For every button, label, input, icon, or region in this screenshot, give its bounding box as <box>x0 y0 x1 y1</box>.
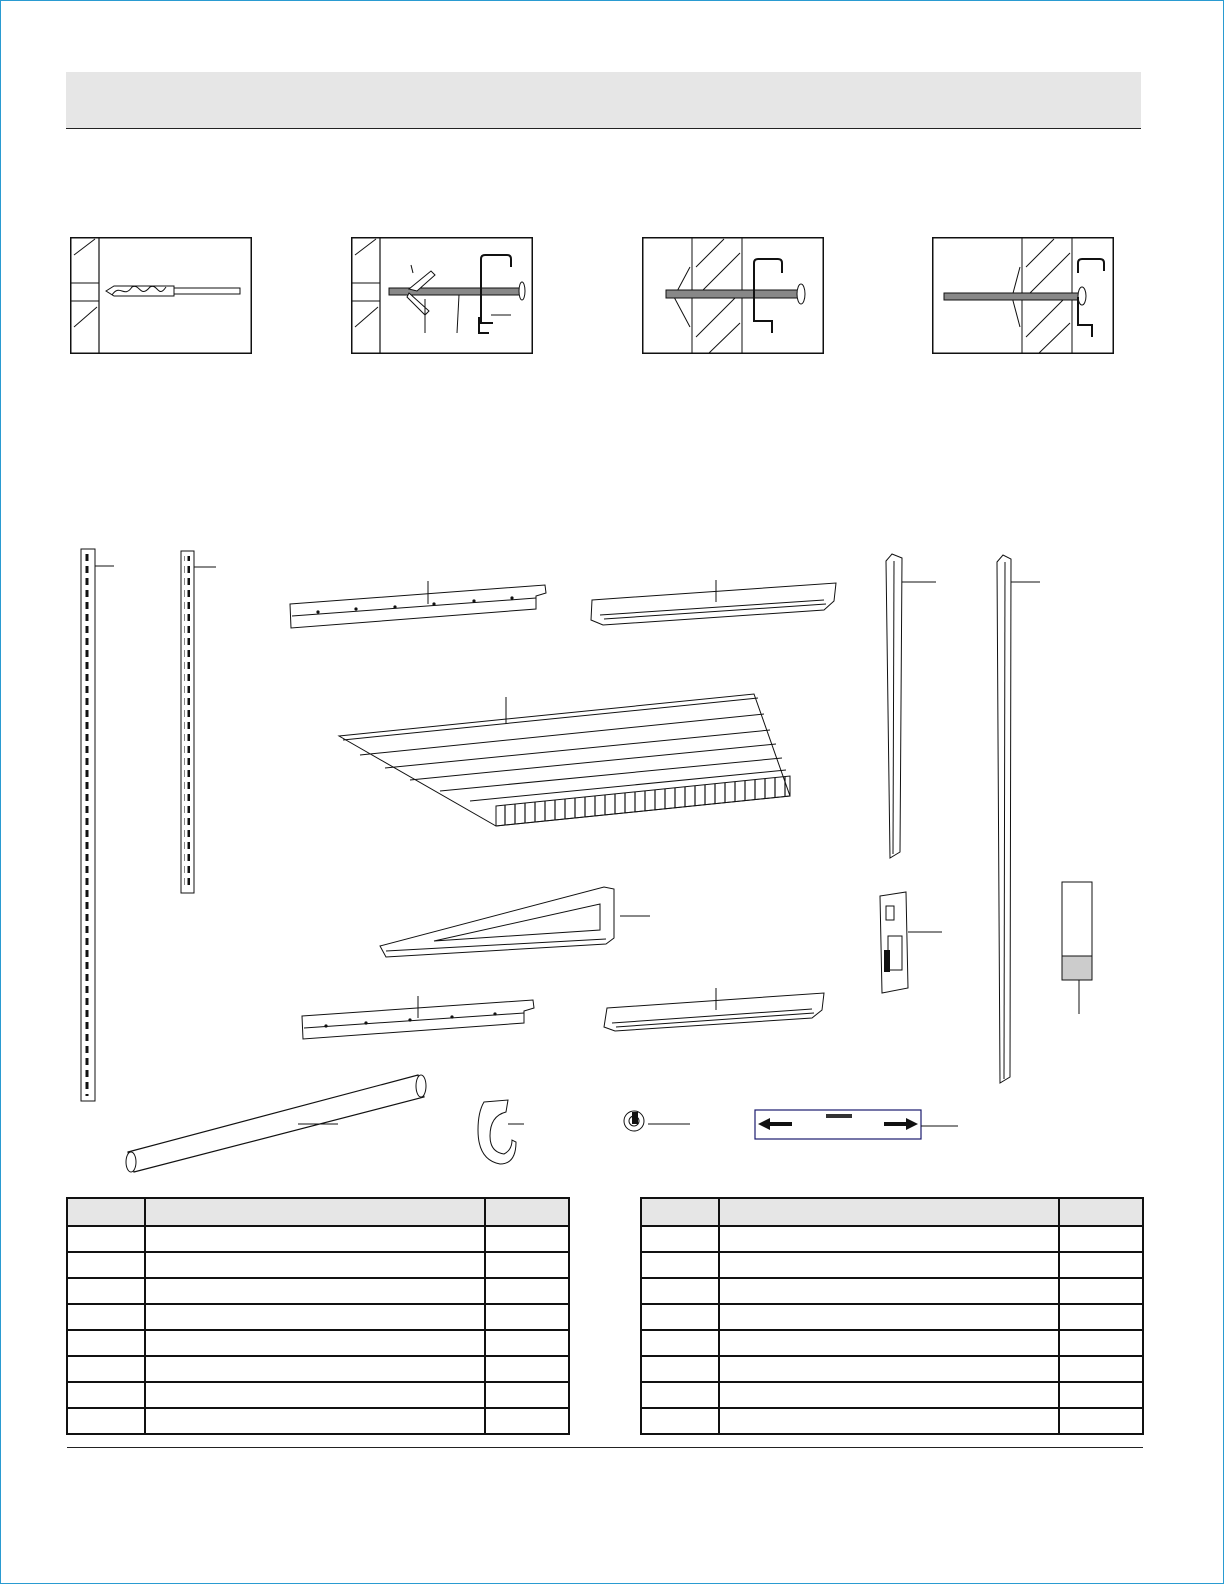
step-2-anchor-assembly-illustration <box>351 237 533 354</box>
toggle-anchor-tightened-icon <box>932 237 1114 354</box>
table-cell <box>485 1304 569 1330</box>
table-cell <box>719 1252 1058 1278</box>
table-cell <box>719 1356 1058 1382</box>
table-cell <box>67 1304 145 1330</box>
table-cell <box>485 1252 569 1278</box>
table-cell <box>485 1408 569 1434</box>
cutting-guide-label-icon <box>755 1110 958 1139</box>
table-row <box>67 1356 569 1382</box>
bottom-divider <box>67 1447 1143 1448</box>
table-cell <box>1059 1252 1143 1278</box>
toggle-anchor-inserted-icon <box>642 237 824 354</box>
track-channel-upper-icon <box>591 580 836 625</box>
table-cell <box>485 1356 569 1382</box>
table-row <box>641 1356 1143 1382</box>
table-cell <box>145 1304 484 1330</box>
clip-connector-icon <box>880 892 942 993</box>
track-channel-lower-icon <box>604 988 824 1031</box>
parts-table-right <box>640 1197 1144 1435</box>
table-cell <box>719 1304 1058 1330</box>
table-cell <box>145 1252 484 1278</box>
table-cell <box>719 1408 1058 1434</box>
long-vertical-channel-icon <box>997 555 1040 1083</box>
table-row <box>641 1304 1143 1330</box>
table-cell <box>641 1226 719 1252</box>
table-row <box>641 1226 1143 1252</box>
wire-shelf-icon <box>339 694 790 826</box>
table-cell <box>641 1330 719 1356</box>
short-vertical-channel-icon <box>886 554 936 858</box>
drill-bit-icon <box>70 237 252 354</box>
table-cell <box>145 1330 484 1356</box>
parts-illustrations <box>0 540 1224 1180</box>
table-header-cell <box>719 1198 1058 1226</box>
table-row <box>67 1226 569 1252</box>
table-header-cell <box>67 1198 145 1226</box>
table-cell <box>1059 1382 1143 1408</box>
table-row <box>67 1252 569 1278</box>
table-row <box>641 1278 1143 1304</box>
table-header-row <box>641 1198 1143 1226</box>
table-row <box>67 1330 569 1356</box>
shelf-bracket-icon <box>380 887 650 957</box>
table-cell <box>641 1356 719 1382</box>
table-cell <box>1059 1226 1143 1252</box>
table-cell <box>67 1226 145 1252</box>
table-cell <box>719 1330 1058 1356</box>
header-band <box>66 72 1141 129</box>
table-cell <box>67 1330 145 1356</box>
table-row <box>641 1252 1143 1278</box>
table-header-cell <box>1059 1198 1143 1226</box>
step-4-anchor-tightened-illustration <box>932 237 1114 354</box>
table-cell <box>145 1226 484 1252</box>
table-cell <box>719 1278 1058 1304</box>
table-row <box>67 1382 569 1408</box>
table-row <box>641 1330 1143 1356</box>
table-header-cell <box>485 1198 569 1226</box>
table-cell <box>485 1226 569 1252</box>
table-cell <box>485 1382 569 1408</box>
table-cell <box>67 1382 145 1408</box>
table-cell <box>67 1252 145 1278</box>
table-cell <box>67 1408 145 1434</box>
table-cell <box>641 1382 719 1408</box>
table-cell <box>145 1408 484 1434</box>
wall-anchor-icon <box>624 1111 690 1131</box>
table-cell <box>485 1278 569 1304</box>
table-cell <box>145 1278 484 1304</box>
table-row <box>641 1408 1143 1434</box>
table-cell <box>1059 1330 1143 1356</box>
short-hang-standard-icon <box>181 551 216 893</box>
table-header-cell <box>641 1198 719 1226</box>
table-cell <box>67 1278 145 1304</box>
toggle-anchor-assembly-icon <box>351 237 533 354</box>
table-cell <box>145 1356 484 1382</box>
hang-track-lower-icon <box>302 996 534 1039</box>
table-cell <box>1059 1356 1143 1382</box>
table-header-cell <box>145 1198 484 1226</box>
table-cell <box>145 1382 484 1408</box>
table-cell <box>719 1382 1058 1408</box>
table-cell <box>1059 1408 1143 1434</box>
table-row <box>641 1382 1143 1408</box>
step-1-drill-illustration <box>70 237 252 354</box>
parts-table-left <box>66 1197 570 1435</box>
table-cell <box>1059 1304 1143 1330</box>
table-cell <box>719 1226 1058 1252</box>
table-cell <box>641 1304 719 1330</box>
table-cell <box>641 1252 719 1278</box>
rod-hook-icon <box>478 1100 524 1164</box>
long-hang-standard-icon <box>81 549 114 1101</box>
table-cell <box>641 1278 719 1304</box>
table-row <box>67 1278 569 1304</box>
end-cap-icon <box>1062 882 1092 1014</box>
table-cell <box>67 1356 145 1382</box>
table-cell <box>641 1408 719 1434</box>
table-header-row <box>67 1198 569 1226</box>
table-row <box>67 1304 569 1330</box>
table-cell <box>485 1330 569 1356</box>
table-cell <box>1059 1278 1143 1304</box>
table-row <box>67 1408 569 1434</box>
step-3-anchor-inserted-illustration <box>642 237 824 354</box>
hang-track-upper-icon <box>290 581 546 628</box>
closet-rod-icon <box>126 1075 426 1172</box>
